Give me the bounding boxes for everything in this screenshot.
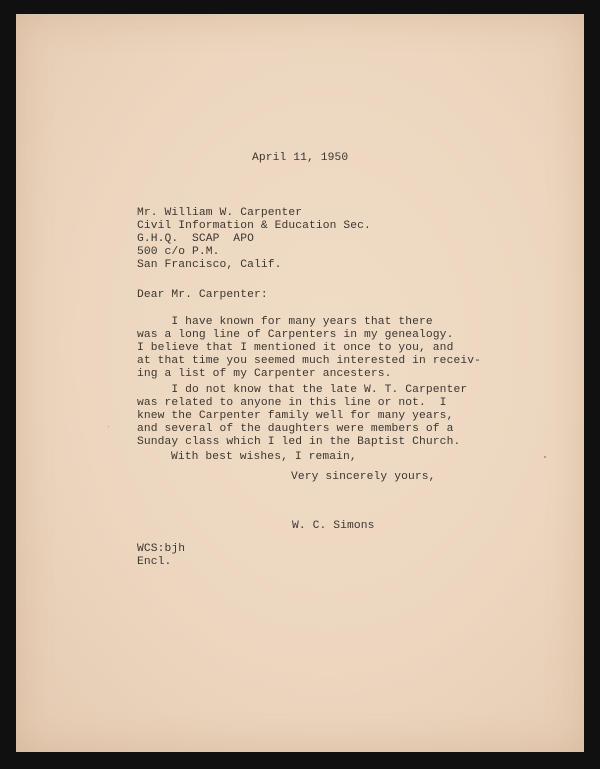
salutation: Dear Mr. Carpenter: bbox=[137, 289, 268, 301]
paragraph-line: at that time you seemed much interested in receiv- bbox=[137, 355, 481, 367]
paragraph-line: was related to anyone in this line or not. I bbox=[137, 397, 447, 409]
body-paragraph-2 bbox=[137, 384, 467, 449]
signature-name: W. C. Simons bbox=[292, 520, 375, 532]
valediction: Very sincerely yours, bbox=[291, 471, 436, 483]
paragraph-line: I have known for many years that there bbox=[137, 316, 433, 328]
paragraph-line: I believe that I mentioned it once to you, and bbox=[137, 342, 454, 354]
recipient-line: Civil Information & Education Sec. bbox=[137, 220, 371, 232]
paragraph-line: Sunday class which I led in the Baptist Church. bbox=[137, 436, 461, 448]
closing-line: With best wishes, I remain, bbox=[171, 451, 357, 463]
reference-block bbox=[137, 543, 185, 569]
recipient-address bbox=[137, 207, 371, 272]
recipient-line: Mr. William W. Carpenter bbox=[137, 207, 303, 219]
letter-page bbox=[16, 14, 584, 752]
body-paragraph-1 bbox=[137, 316, 481, 381]
letter-date: April 11, 1950 bbox=[252, 152, 349, 164]
enclosure-note: Encl. bbox=[137, 556, 172, 568]
paragraph-line: I do not know that the late W. T. Carpenter bbox=[137, 384, 468, 396]
recipient-line: 500 c/o P.M. bbox=[137, 246, 220, 258]
paragraph-line: ing a list of my Carpenter ancesters. bbox=[137, 368, 392, 380]
paragraph-line: knew the Carpenter family well for many years, bbox=[137, 410, 454, 422]
paper-speck bbox=[544, 456, 546, 458]
recipient-line: San Francisco, Calif. bbox=[137, 259, 282, 271]
paragraph-line: and several of the daughters were members of a bbox=[137, 423, 454, 435]
typist-initials: WCS:bjh bbox=[137, 543, 186, 555]
paragraph-line: was a long line of Carpenters in my genealogy. bbox=[137, 329, 454, 341]
paper-speck bbox=[108, 426, 109, 427]
recipient-line: G.H.Q. SCAP APO bbox=[137, 233, 254, 245]
